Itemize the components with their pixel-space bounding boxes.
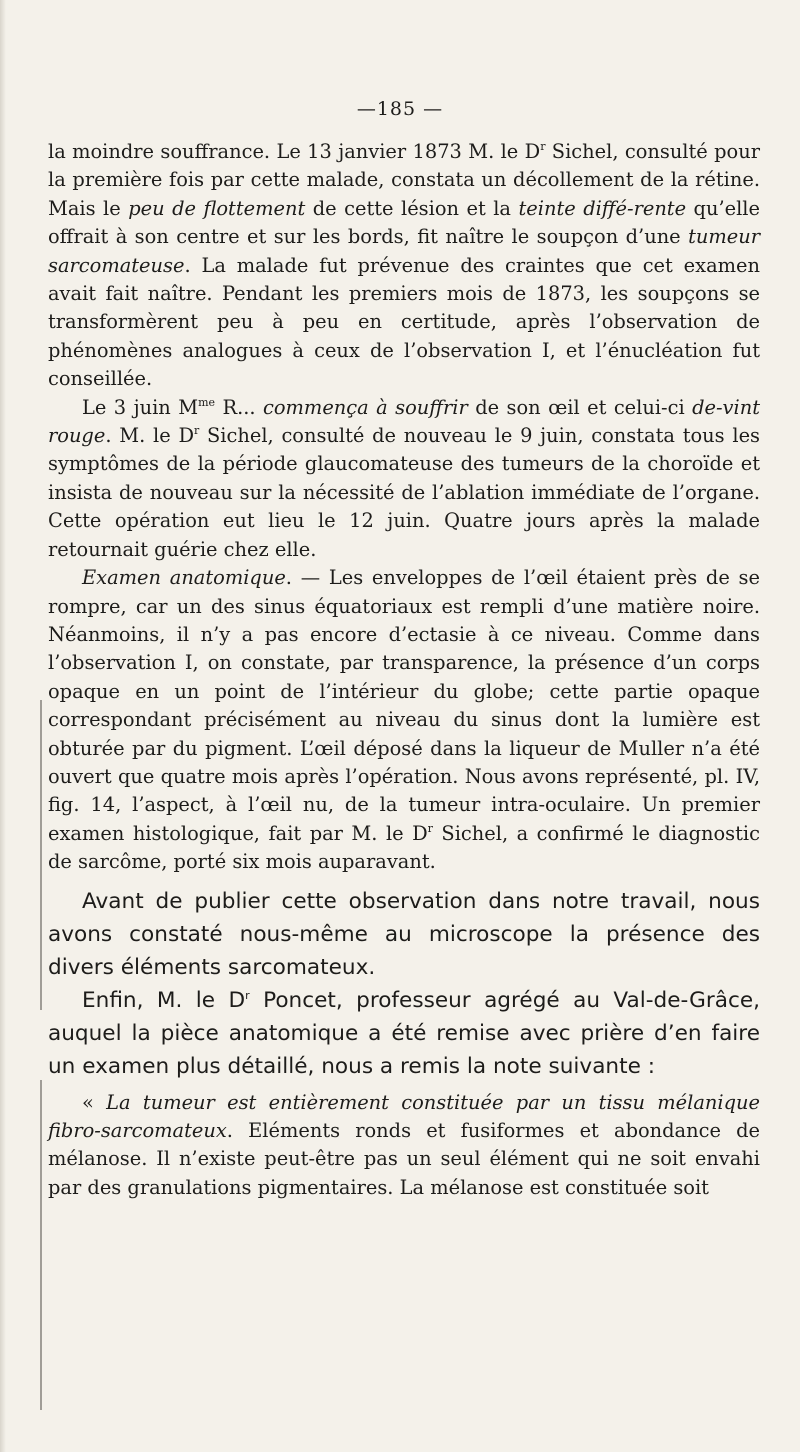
body-text xyxy=(48,138,760,1202)
paragraph-4: Avant de publier cette observation dans notre travail, nous avons constaté nous-même au microscope la présence des divers éléments sarcomateux. xyxy=(48,888,760,980)
page-binding-shadow xyxy=(0,0,6,1452)
paragraph-1: la moindre souffrance. Le 13 janvier 1873 M. le $D^r$ Sichel, consulté pour la première fois par cette malade, constata un décollement de la rétine. Mais le peu de flottement de cette lésion et la teinte diffé-rente qu’elle offrait à son centre et sur les bords, fit naître le soupçon d’une tumeur sarcomateuse. La malade fut prévenue des craintes que cet examen avait fait naître. Pendant les premiers mois de 1873, les soupçons se transformèrent peu à peu en certitude, après l’observation de phénomènes analogues à ceux de l’observation I, et l’énucléation fut conseillée. xyxy=(48,140,760,391)
margin-rule xyxy=(40,1080,42,1410)
paragraph-examen-anatomique: Examen anatomique. — Les enveloppes de l’œil étaient près de se rompre, car un des sinus équatoriaux est rempli d’une matière noire. Néanmoins, il n’y a pas encore d’ectasie à ce niveau. Comme dans l’observation I, on constate, par transparence, la présence d’un corps opaque en un point de l’intérieur du globe; cette partie opaque correspondant précisément au niveau du sinus dont la lumière est obturée par du pigment. L’œil déposé dans la liqueur de Muller n’a été ouvert que quatre mois après l’opération. Nous avons représenté, pl. IV, fig. 14, l’aspect, à l’œil nu, de la tumeur intra-oculaire. Un premier examen histologique, fait par M. le $D^r$ Sichel, a confirmé le diagnostic de sarcôme, porté six mois auparavant. xyxy=(48,566,760,874)
margin-rule xyxy=(40,700,42,1010)
page-number: —185 — xyxy=(356,98,444,120)
quoted-note: « La tumeur est entièrement constituée par un tissu mélanique fibro-sarcomateux. Eléments ronds et fusiformes et abondance de mélanose. Il n’existe peut-être pas un seul élément qui ne soit envahi par des granulations pigmentaires. La mélanose est constituée soit xyxy=(48,1090,760,1199)
paragraph-2: Le 3 juin $M^{me}$ R... commença à souffrir de son œil et celui-ci de-vint rouge. M. le $D^r$ Sichel, consulté de nouveau le 9 juin, constata tous les symptômes de la période glaucomateuse des tumeurs de la choroïde et insista de nouveau sur la nécessité de l’ablation immédiate de l’organe. Cette opération eut lieu le 12 juin. Quatre jours après la malade retournait guérie chez elle. xyxy=(48,395,760,561)
section-heading: Examen anatomique xyxy=(82,566,286,590)
paragraph-5: Enfin, M. le $D^r$ Poncet, professeur agrégé au Val-de-Grâce, auquel la pièce anatomique a été remise avec prière d’en faire un examen plus détaillé, nous a remis la note suivante : xyxy=(48,987,760,1079)
